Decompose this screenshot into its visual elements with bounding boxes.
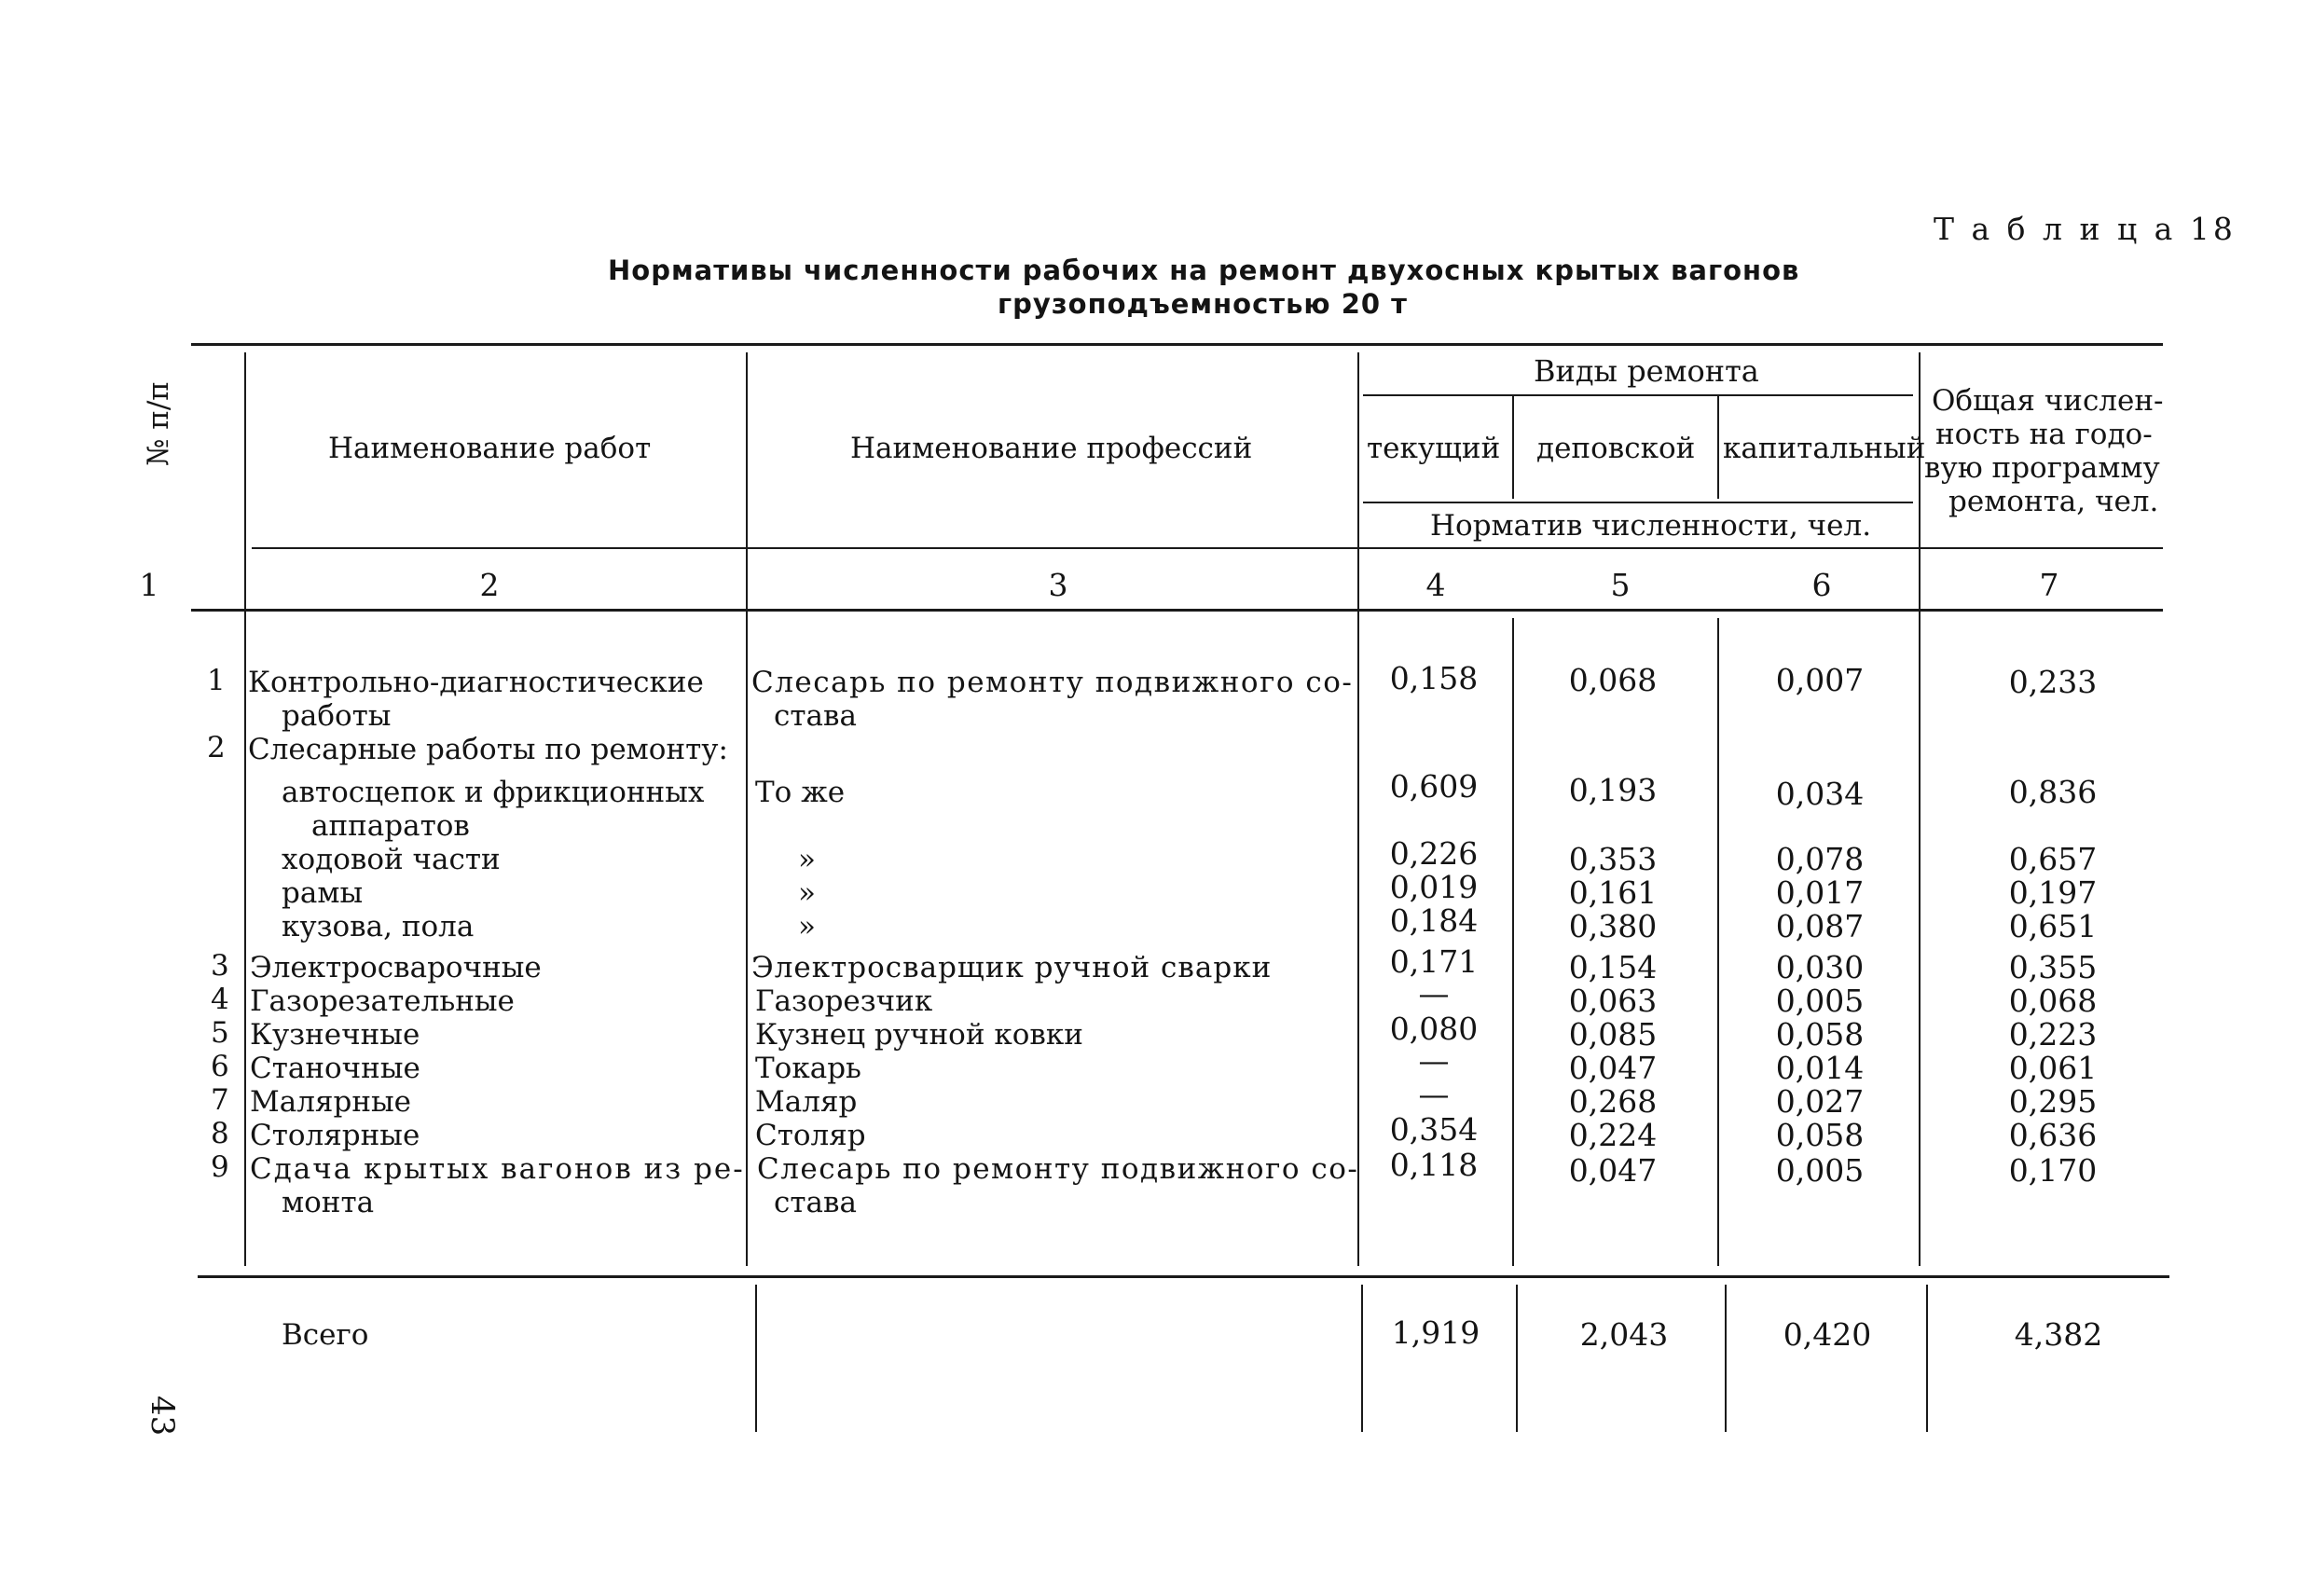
row-total: 0,170 bbox=[2008, 1152, 2098, 1189]
row-no: 9 bbox=[211, 1150, 229, 1184]
table-title-line2: грузоподъемностью 20 т bbox=[998, 288, 1408, 320]
total-divider-3 bbox=[1361, 1285, 1363, 1432]
total-divider-5 bbox=[1725, 1285, 1727, 1432]
row-profession: Электросварщик ручной сварки bbox=[751, 951, 1273, 984]
col-divider-5b bbox=[1717, 618, 1719, 1266]
row-work: Станочные bbox=[250, 1052, 420, 1085]
row-capital: 0,087 bbox=[1775, 908, 1865, 944]
row-capital: 0,007 bbox=[1775, 662, 1865, 698]
col-number-3: 3 bbox=[1048, 567, 1068, 603]
header-rule-numbers bbox=[191, 609, 2163, 612]
row-total: 0,068 bbox=[2008, 983, 2098, 1019]
total-label: Всего bbox=[282, 1318, 369, 1352]
row-profession: » bbox=[798, 843, 816, 876]
header-no: № п/п bbox=[142, 381, 175, 466]
row-work: Сдача крытых вагонов из ре- bbox=[250, 1152, 745, 1186]
row-depot: 0,063 bbox=[1568, 983, 1658, 1019]
total-divider-6 bbox=[1926, 1285, 1928, 1432]
total-rule bbox=[198, 1275, 2169, 1278]
row-capital: 0,030 bbox=[1775, 949, 1865, 985]
row-profession: Столяр bbox=[755, 1119, 866, 1152]
total-current: 1,919 bbox=[1391, 1314, 1480, 1351]
row-depot: 0,224 bbox=[1568, 1117, 1658, 1153]
total-total: 4,382 bbox=[2014, 1316, 2103, 1353]
row-depot: 0,268 bbox=[1568, 1083, 1658, 1120]
total-divider-2 bbox=[755, 1285, 757, 1432]
row-total: 0,836 bbox=[2008, 774, 2098, 810]
row-no: 4 bbox=[211, 983, 229, 1016]
row-current: 0,080 bbox=[1389, 1011, 1479, 1047]
row-depot: 0,154 bbox=[1568, 949, 1658, 985]
row-work: Газорезательные bbox=[250, 984, 515, 1018]
row-capital: 0,005 bbox=[1775, 1152, 1865, 1189]
header-professions: Наименование профессий bbox=[850, 432, 1253, 465]
row-current: 0,184 bbox=[1389, 902, 1479, 939]
row-total: 0,061 bbox=[2008, 1050, 2098, 1086]
col-number-1: 1 bbox=[139, 567, 159, 603]
row-work: Столярные bbox=[250, 1119, 420, 1152]
col-number-5: 5 bbox=[1610, 567, 1631, 603]
col-divider-1 bbox=[244, 352, 246, 1266]
row-no: 1 bbox=[207, 664, 226, 697]
header-total-4: ремонта, чел. bbox=[1948, 485, 2159, 518]
row-work: Электросварочные bbox=[250, 951, 542, 984]
row-capital: 0,027 bbox=[1775, 1083, 1865, 1120]
col-number-4: 4 bbox=[1425, 567, 1446, 603]
header-norm: Норматив численности, чел. bbox=[1430, 509, 1872, 543]
col-number-2: 2 bbox=[479, 567, 500, 603]
header-total-3: вую программу bbox=[1924, 451, 2160, 485]
row-total: 0,636 bbox=[2008, 1117, 2098, 1153]
row-no: 5 bbox=[211, 1016, 229, 1050]
row-depot: 0,193 bbox=[1568, 772, 1658, 808]
row-depot: 0,380 bbox=[1568, 908, 1658, 944]
row-current: 0,226 bbox=[1389, 835, 1479, 872]
row-profession: » bbox=[798, 876, 816, 910]
row-profession: Газорезчик bbox=[755, 984, 933, 1018]
row-work: автосцепок и фрикционных bbox=[282, 776, 705, 809]
row-total: 0,355 bbox=[2008, 949, 2098, 985]
row-current: — bbox=[1418, 1042, 1450, 1079]
row-capital: 0,005 bbox=[1775, 983, 1865, 1019]
row-work-cont: аппаратов bbox=[311, 809, 470, 843]
header-current: текущий bbox=[1367, 432, 1501, 465]
col-divider-2 bbox=[746, 352, 748, 1266]
row-total: 0,651 bbox=[2008, 908, 2098, 944]
header-subrule-types bbox=[1363, 502, 1913, 503]
row-work: Кузнечные bbox=[250, 1018, 420, 1052]
row-current: — bbox=[1418, 975, 1450, 1011]
row-profession: » bbox=[798, 910, 816, 943]
total-capital: 0,420 bbox=[1783, 1316, 1872, 1353]
col-number-7: 7 bbox=[2039, 567, 2059, 603]
header-rule-names bbox=[252, 547, 2163, 549]
row-no: 7 bbox=[211, 1083, 229, 1117]
col-number-6: 6 bbox=[1811, 567, 1832, 603]
row-no: 2 bbox=[207, 731, 226, 764]
row-work-cont: монта bbox=[282, 1186, 375, 1219]
row-work: Слесарные работы по ремонту: bbox=[248, 733, 728, 766]
row-profession-cont: става bbox=[774, 699, 857, 733]
col-divider-6 bbox=[1919, 352, 1921, 1266]
header-works: Наименование работ bbox=[328, 432, 652, 465]
row-no: 3 bbox=[211, 949, 229, 983]
row-capital: 0,017 bbox=[1775, 874, 1865, 911]
row-profession-cont: става bbox=[774, 1186, 857, 1219]
page-number: 43 bbox=[144, 1396, 181, 1437]
row-depot: 0,161 bbox=[1568, 874, 1658, 911]
total-divider-4 bbox=[1516, 1285, 1518, 1432]
row-no: 8 bbox=[211, 1117, 229, 1150]
col-divider-5 bbox=[1717, 396, 1719, 499]
table-top-rule bbox=[191, 343, 2163, 346]
row-current: 0,118 bbox=[1389, 1147, 1479, 1183]
row-depot: 0,068 bbox=[1568, 662, 1658, 698]
row-capital: 0,034 bbox=[1775, 776, 1865, 812]
total-depot: 2,043 bbox=[1579, 1316, 1669, 1353]
header-subrule-repair-types bbox=[1363, 394, 1913, 396]
table-label: Т а б л и ц а 18 bbox=[1934, 211, 2237, 247]
header-total-1: Общая числен- bbox=[1932, 384, 2164, 418]
row-capital: 0,014 bbox=[1775, 1050, 1865, 1086]
row-depot: 0,047 bbox=[1568, 1050, 1658, 1086]
row-work: рамы bbox=[282, 876, 364, 910]
header-depot: деповской bbox=[1536, 432, 1696, 465]
row-total: 0,197 bbox=[2008, 874, 2098, 911]
row-profession: Маляр bbox=[755, 1085, 858, 1119]
row-depot: 0,085 bbox=[1568, 1016, 1658, 1053]
row-total: 0,295 bbox=[2008, 1083, 2098, 1120]
row-current: 0,609 bbox=[1389, 768, 1479, 805]
header-capital: капитальный bbox=[1723, 432, 1926, 465]
row-profession: То же bbox=[755, 776, 846, 809]
row-total: 0,223 bbox=[2008, 1016, 2098, 1053]
col-divider-4 bbox=[1512, 396, 1514, 499]
row-depot: 0,047 bbox=[1568, 1152, 1658, 1189]
row-current: 0,354 bbox=[1389, 1111, 1479, 1148]
row-total: 0,233 bbox=[2008, 664, 2098, 700]
row-capital: 0,078 bbox=[1775, 841, 1865, 877]
row-current: 0,171 bbox=[1389, 943, 1479, 980]
row-work: ходовой части bbox=[282, 843, 501, 876]
row-work-cont: работы bbox=[282, 699, 392, 733]
row-depot: 0,353 bbox=[1568, 841, 1658, 877]
table-title-line1: Нормативы численности рабочих на ремонт двухосных крытых вагонов bbox=[608, 255, 1800, 286]
row-profession: Кузнец ручной ковки bbox=[755, 1018, 1083, 1052]
row-no: 6 bbox=[211, 1050, 229, 1083]
row-profession: Слесарь по ремонту подвижного со- bbox=[757, 1152, 1359, 1186]
row-work: Малярные bbox=[250, 1085, 411, 1119]
row-capital: 0,058 bbox=[1775, 1016, 1865, 1053]
row-current: — bbox=[1418, 1076, 1450, 1112]
header-total-2: ность на годо- bbox=[1935, 418, 2153, 451]
header-repair-types: Виды ремонта bbox=[1534, 353, 1759, 389]
row-total: 0,657 bbox=[2008, 841, 2098, 877]
row-profession: Слесарь по ремонту подвижного со- bbox=[751, 666, 1354, 699]
row-work: Контрольно-диагностические bbox=[248, 666, 704, 699]
row-current: 0,158 bbox=[1389, 660, 1479, 696]
row-profession: Токарь bbox=[755, 1052, 861, 1085]
row-work: кузова, пола bbox=[282, 910, 475, 943]
row-current: 0,019 bbox=[1389, 869, 1479, 905]
row-capital: 0,058 bbox=[1775, 1117, 1865, 1153]
